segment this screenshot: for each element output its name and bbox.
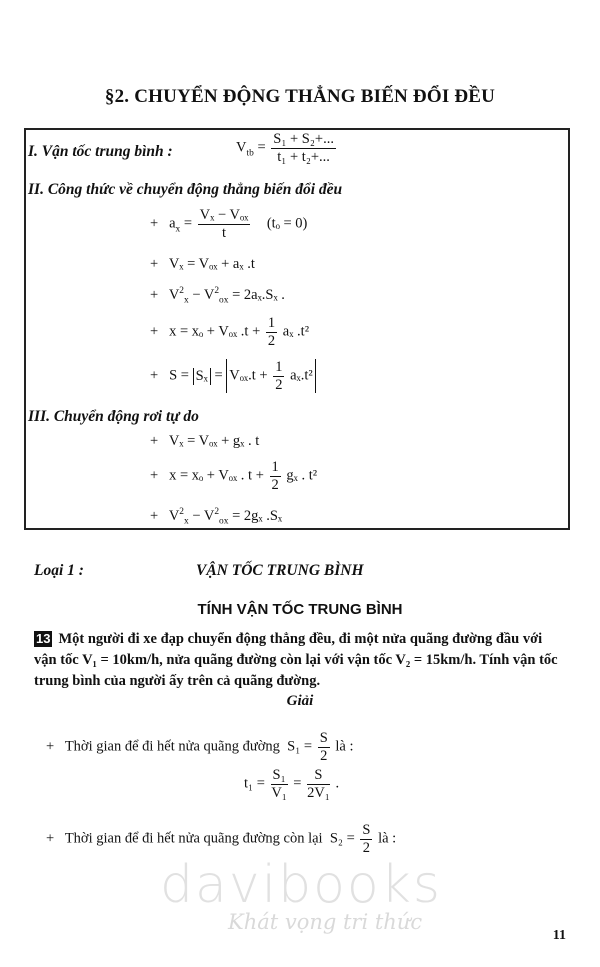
formula-vtb xyxy=(236,131,338,165)
plus-sign: + xyxy=(46,738,55,755)
abs-expr xyxy=(226,359,315,393)
vsq-c: = 2aₓ.Sₓ . xyxy=(232,286,285,303)
vtb-numerator: S₁ + S₂+... xyxy=(273,131,334,147)
section-2-label: II. Công thức về chuyển động thẳng biến đổi đều xyxy=(28,181,343,198)
formula-vx-free-fall xyxy=(150,433,259,450)
plus-sign: + xyxy=(46,830,55,847)
ax-lhs-sub: x xyxy=(175,224,181,235)
vx-free-fall-text: Vₓ = Vₒₓ + gₓ . t xyxy=(168,433,260,449)
vx-formula-text: Vₓ = Vₒₓ + aₓ .t xyxy=(168,256,255,272)
s-c: = xyxy=(214,367,223,384)
step1-num: S xyxy=(319,730,328,746)
t1-eq: = xyxy=(293,775,302,792)
formula-vx-squared-free-fall xyxy=(150,507,282,527)
watermark-slogan: Khát vọng tri thức xyxy=(228,910,423,934)
xf-b: gₓ . t² xyxy=(286,467,318,484)
s-e: aₓ.t² xyxy=(290,367,313,384)
step2-fraction xyxy=(360,822,372,856)
sup-2: 2 xyxy=(179,286,184,296)
sub-x: x xyxy=(184,516,189,527)
half-fraction xyxy=(266,315,277,349)
ax-numerator: Vₓ − Vₒₓ xyxy=(199,207,249,223)
sub-ox: ox xyxy=(219,516,229,527)
vtb-denominator: t₁ + t₂+... xyxy=(277,148,330,165)
abs-sx: Sₓ xyxy=(193,368,211,385)
step1-la: là : xyxy=(335,738,354,755)
section-1-label: I. Vận tốc trung bình : xyxy=(28,143,173,160)
vtb-lhs: V xyxy=(236,139,247,156)
t1-fraction-2 xyxy=(307,767,330,801)
step1-fraction xyxy=(318,730,330,764)
formula-vx-squared xyxy=(150,286,285,306)
half-num: 1 xyxy=(271,459,279,475)
s-d: Vₒₓ.t + xyxy=(229,367,268,384)
ax-fraction xyxy=(198,207,251,241)
formula-x-free-fall xyxy=(150,459,317,493)
plus-sign: + xyxy=(150,256,159,272)
problem-text: Một người đi xe đạp chuyển động thẳng đều, đi một nửa quãng đường đầu với vận tốc V₁ = 10km/h, nửa quãng đường còn lại với vận tốc V₂ = 15km/h. Tính vận tốc trung bình của người ấy trên cả quãng đường. xyxy=(34,631,558,689)
t1-fraction-1 xyxy=(271,767,288,801)
sub-ox: ox xyxy=(219,295,229,306)
plus-sign: + xyxy=(150,367,159,384)
watermark-brand: davibooks xyxy=(160,855,442,915)
step2-text: Thời gian để đi hết nửa quãng đường còn lại xyxy=(64,830,323,847)
s-a: S = xyxy=(169,367,189,384)
plus-sign: + xyxy=(150,433,159,449)
vsqf-b: − V xyxy=(192,507,215,524)
eq-sign: = xyxy=(183,215,193,232)
half-den: 2 xyxy=(271,476,279,493)
t1-end: . xyxy=(335,775,340,792)
sub-heading: TÍNH VẬN TỐC TRUNG BÌNH xyxy=(197,601,403,618)
vtb-fraction xyxy=(271,131,336,165)
plus-sign: + xyxy=(150,286,159,303)
half-num: 1 xyxy=(267,315,276,331)
x-a: x = xₒ + Vₒₓ .t + xyxy=(169,323,261,340)
step1-text: Thời gian để đi hết nửa quãng đường xyxy=(64,738,280,755)
plus-sign: + xyxy=(150,215,159,232)
formula-x xyxy=(150,315,309,349)
page-number: 11 xyxy=(552,928,566,943)
eq-sign: = xyxy=(257,139,266,156)
loai-label: Loại 1 : xyxy=(34,562,84,579)
step2-den: 2 xyxy=(362,839,371,856)
ax-note: (tₒ = 0) xyxy=(266,215,308,232)
vsq-a: V xyxy=(168,286,180,303)
page-title: §2. CHUYỂN ĐỘNG THẲNG BIẾN ĐỔI ĐỀU xyxy=(104,86,496,107)
t1-formula xyxy=(244,767,339,801)
vsqf-c: = 2gₓ .Sₓ xyxy=(232,507,283,524)
problem-number-badge: 13 xyxy=(36,631,51,646)
half-num: 1 xyxy=(275,359,283,375)
formula-vx xyxy=(150,256,255,273)
plus-sign: + xyxy=(150,323,159,340)
sub-x: x xyxy=(184,295,189,306)
section-3-label: III. Chuyển động rơi tự do xyxy=(28,408,199,425)
t1-num2: S xyxy=(307,767,330,785)
half-den: 2 xyxy=(275,376,283,393)
t1-den1: V₁ xyxy=(271,784,287,801)
x-b: aₓ .t² xyxy=(282,323,310,340)
half-den: 2 xyxy=(267,332,276,349)
plus-sign: + xyxy=(150,467,159,484)
step2-la: là : xyxy=(378,830,397,847)
solution-step-1 xyxy=(46,730,354,764)
half-fraction xyxy=(270,459,281,493)
t1-den2: 2V₁ xyxy=(307,784,330,801)
sup-2: 2 xyxy=(214,286,220,296)
formula-ax xyxy=(150,207,307,241)
step1-var: S₁ = xyxy=(287,738,313,755)
ax-lhs: a xyxy=(169,215,176,232)
loai-title: VẬN TỐC TRUNG BÌNH xyxy=(196,562,364,579)
sup-2: 2 xyxy=(179,507,184,517)
half-fraction xyxy=(273,359,284,393)
solution-heading: Giải xyxy=(286,693,314,709)
t1-num1: S₁ xyxy=(272,767,286,783)
t1-lhs: t₁ = xyxy=(244,775,265,792)
step2-num: S xyxy=(362,822,371,838)
solution-step-2 xyxy=(46,822,396,856)
sup-2: 2 xyxy=(214,507,220,517)
problem-13 xyxy=(34,629,568,692)
vsq-b: − V xyxy=(192,286,215,303)
plus-sign: + xyxy=(150,507,159,524)
vsqf-a: V xyxy=(168,507,180,524)
step2-var: S₂ = xyxy=(329,830,355,847)
xf-a: x = xₒ + Vₒₓ . t + xyxy=(169,467,264,484)
vtb-lhs-sub: tb xyxy=(246,148,254,159)
step1-den: 2 xyxy=(320,747,328,764)
ax-denominator: t xyxy=(221,224,226,241)
formula-s xyxy=(150,359,316,393)
